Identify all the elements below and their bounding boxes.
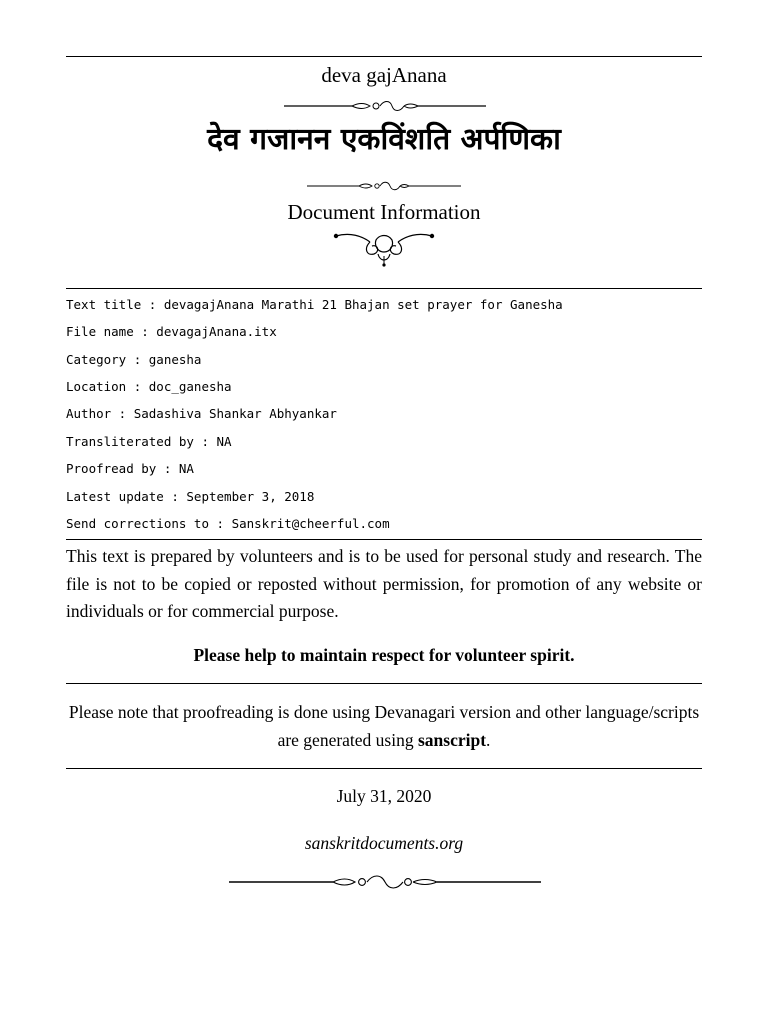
proofreading-note [66,698,702,754]
proofreading-note-text: Please note that proofreading is done using Devanagari version and other language/scripts are generated using [68,702,700,750]
info-author: Author : Sadashiva Shankar Abhyankar [66,406,337,421]
info-proofread-by: Proofread by : NA [66,461,194,476]
sanscript-term: sanscript [417,730,487,750]
info-file-name: File name : devagajAnana.itx [66,324,277,339]
site-name: sanskritdocuments.org [304,833,464,853]
info-location: Location : doc_ganesha [66,379,232,394]
divider-ornament-icon [284,99,486,113]
notice-bottom-rule [66,683,702,684]
section-heading: Document Information [287,200,481,224]
proofreading-note-end: . [486,730,491,750]
info-send-corrections: Send corrections to : Sanskrit@cheerful.com [66,516,390,531]
info-top-rule [66,288,702,289]
bottom-divider-ornament-icon [229,874,541,890]
devanagari-title: देव गजानन एकविंशति अर्पणिका [207,122,561,157]
flourish-ornament-icon [332,226,436,268]
proofreading-bottom-rule [66,768,702,769]
volunteer-spirit-notice: Please help to maintain respect for volunteer spirit. [193,645,575,665]
info-category: Category : ganesha [66,352,202,367]
small-divider-ornament-icon [307,180,461,192]
info-text-title: Text title : devagajAnana Marathi 21 Bhajan set prayer for Ganesha [66,297,563,312]
info-latest-update: Latest update : September 3, 2018 [66,489,315,504]
top-rule [66,56,702,57]
short-title: deva gajAnana [321,63,447,87]
info-transliterated-by: Transliterated by : NA [66,434,232,449]
document-date: July 31, 2020 [336,786,432,806]
usage-notice-paragraph: This text is prepared by volunteers and is to be used for personal study and research. The file is not to be copied or reposted without permission, for promotion of any website or individuals or for commercial purpose. [66,546,702,621]
info-bottom-rule [66,539,702,540]
